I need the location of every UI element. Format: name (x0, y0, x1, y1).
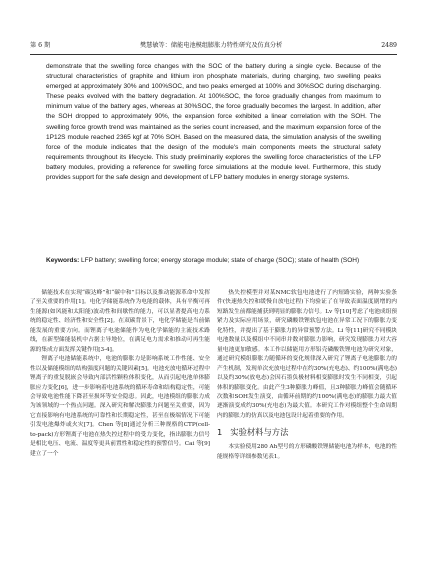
section-number: 1 (217, 427, 223, 438)
header-divider (30, 54, 397, 55)
keywords-line (46, 256, 381, 266)
english-abstract: demonstrate that the swelling force changes with the SOC of the battery during a single cycle. Because of the structural characteristics of graphite and lithium iron phosphate materials, during charging, two swelling peaks emerged at approximately 30% and 100%SOC, and two peaks emerged at 100% and 30%SOC during discharging. These peaks evolved with the battery degradation. At 100%SOC, the force gradually changes from maximum to minimum value of the battery ages, whereas at 30%SOC, the force gradually becomes the largest. In addition, after the SOH dropped to approximately 90%, the expansion force exhibited a linear correlation with the SOH. The swelling force growth trend was maintained as the series count increased, and the maximum expansion force of the 1P12S module reached 2365 kgf at 70% SOH. Based on the measured data, the simulation analysis of the swelling force of the module indicates that the design of the module's main components meets the structural safety requirements throughout its lifecycle. This study preliminarily explores the swelling force characteristics of the LFP battery modules, providing a reference for swelling force simulations at the module level. Furthermore, this study provides support for the safe design and development of LFP battery modules in energy storage systems. (46, 63, 381, 182)
keywords-text: LFP battery; swelling force; energy storage module; state of charge (SOC); state of health (SOH) (81, 257, 360, 264)
issue-label: 第 6 期 (30, 42, 51, 49)
body-column-left (30, 289, 210, 459)
body-paragraph: 锂离子电池储能系统中，电池的膨胀力是影响系统工作性能、安全性以及储能模组的结构强度问题的关键因素[5]。电池充放电循环过程中锂离子的重复脱嵌会导致内部活性颗粒体积变化，从而引起电池单体膨胀应力变化[6]，进一步影响着电池系统的循环寿命和结构稳定性，可能会导致电池性能下降甚至损坏等安全隐患。因此，电池模组的膨胀力成为该领域的一个热点问题。深入研究和解决膨胀力问题至关重要，因为它直接影响有电池系统的可靠性和长期稳定性，甚至在极端情况下可能引发电池爆炸或火灾[7]。Chen 等[8]通过分析三种规格的CTP(cell-to-pack)方形锂离子电池在热失控过程中的受力变化，指出膨胀力信号是相比电压、电流、温度等更具前置性和稳定性的预警信号。Cai 等[9]建立了一个 (30, 356, 210, 457)
keywords-label: Keywords: (46, 257, 80, 264)
body-column-right (217, 289, 397, 462)
body-paragraph: 热失控模型并对某NMC软包电池进行了内短路实验，两种实验条件(快速热失控和缓慢自放电过程)下均验证了在导致表面温度剧增的内短路发生前都能捕获到明显的膨胀力信号。Lv 等[10]考虑了电池成组预紧力及实际应用场景，研究磷酸铁锂软包电池在异常工况下的膨胀力变化特性，并提出了基于膨胀力的异常预警方法。Li 等[11]研究不同模块电池数量以及模组中不同串并数对膨胀力影响，研究发现膨胀力对大容量电池更加敏感。本工作以储能用方形铝壳磷酸铁锂电池为研究对象，通过研究模组膨胀力随循环的变化规律深入研究了锂离子电池膨胀力的产生机制，发现单次充放电过程中在约30%(充电态)、约100%(满电态)以及约30%(放电态)会因石墨负极材料相变膨胀时发生不同相变，引起体积的膨胀变化。由此产生3种膨胀力峰值，且3种膨胀力峰值会随循环次数和SOH发生演变，由循环前期的约100%(满电态)的膨胀力最大值逐渐演变成约30%(充电态)为最大值。本研究工作对模组整个生命周期内的膨胀力的仿真以及电池包设计起着重要的作用。 (217, 290, 397, 419)
section-title: 实验材料与方法 (230, 427, 289, 438)
body-paragraph: 储能技术在实现“碳达峰”和“碳中和”目标以及推动能源革命中发挥了至关重要的作用[1]。电化学储能系统作为电能的载体，具有平衡可再生能源(如风能和太阳能)波动性和间歇性的能力，可以显著提高电力系统的稳定性、经济性和安全性[2]。在双碳背景下，电化学储能是当前储能发展的重要方向。而锂离子电池储能作为电化学储能的主流技术路线，在新型储能装机中占据主导地位，在满足电力需求和推动可再生能源的集成方面发挥关键作用[3-4]。 (30, 290, 210, 353)
section-heading (217, 427, 397, 437)
page-header (30, 40, 397, 52)
body-paragraph: 本实验使用280 Ah型号的方形磷酸铁锂储能电池为样本，电池的性能规格等详细参数见表1。 (217, 444, 397, 460)
running-title: 樊慧敏等：储能电池模组膨胀力特性研究及仿真分析 (140, 42, 283, 49)
page-number: 2489 (381, 42, 397, 49)
